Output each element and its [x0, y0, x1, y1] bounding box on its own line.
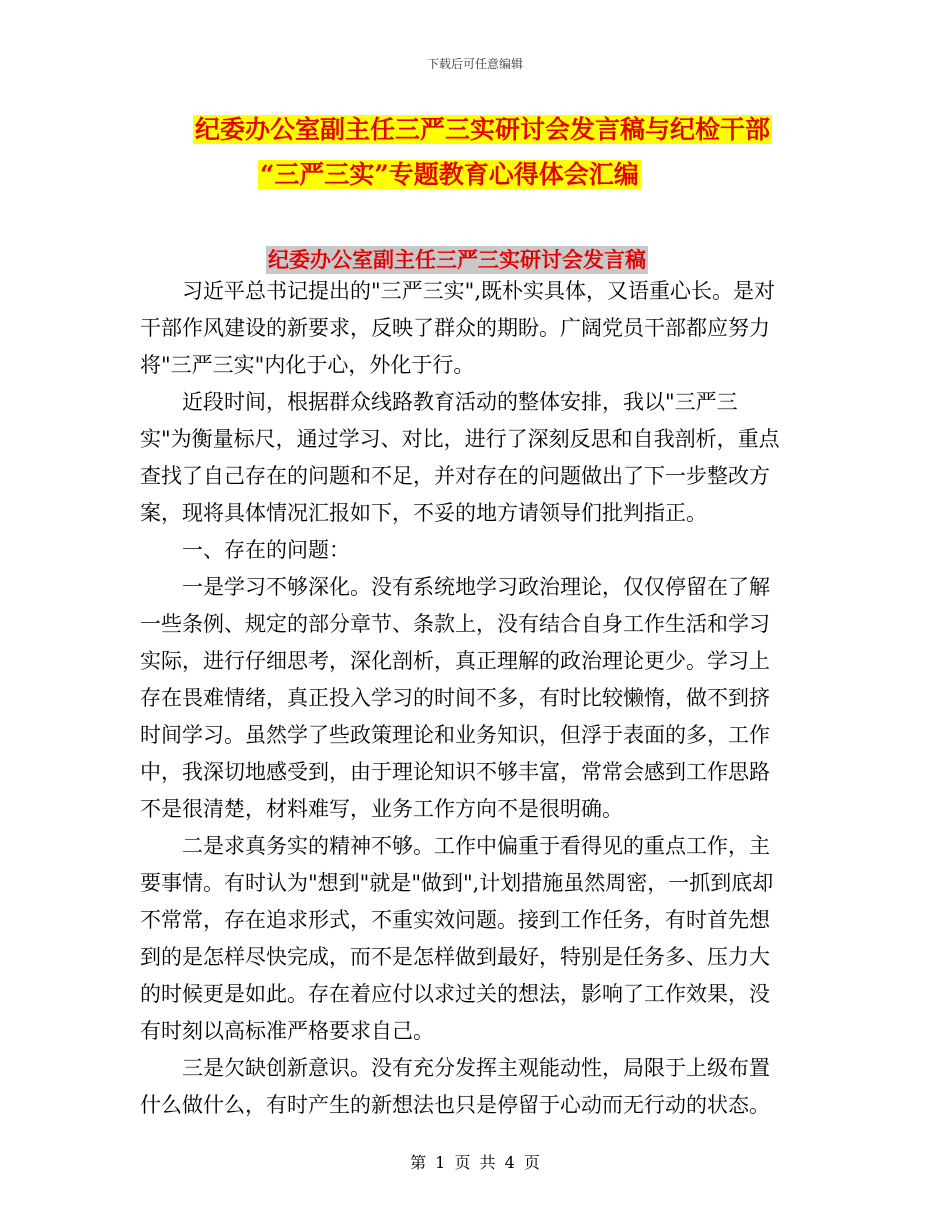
body-line: 存在畏难情绪，真正投入学习的时间不多，有时比较懒惰，做不到挤 — [140, 686, 770, 710]
body-line: 不是很清楚，材料难写，业务工作方向不是很明确。 — [140, 797, 623, 821]
body-line: 不常常，存在追求形式，不重实效问题。接到工作任务，有时首先想 — [140, 908, 770, 932]
body-line: 什么做什么，有时产生的新想法也只是停留于心动而无行动的状态。 — [140, 1093, 770, 1117]
body-line: 要事情。有时认为"想到"就是"做到",计划措施虽然周密，一抓到底却 — [140, 871, 774, 895]
document-title-line-1-text: 纪委办公室副主任三严三实研讨会发言稿与纪检干部 — [195, 115, 771, 144]
body-line: 一些条例、规定的部分章节、条款上，没有结合自身工作生活和学习 — [140, 612, 770, 636]
body-line: 三是欠缺创新意识。没有充分发挥主观能动性，局限于上级布置 — [140, 1056, 770, 1080]
body-line: 一是学习不够深化。没有系统地学习政治理论，仅仅停留在了解 — [140, 575, 770, 599]
page-footer: 第 1 页 共 4 页 — [410, 1153, 540, 1172]
body-line: 时间学习。虽然学了些政策理论和业务知识，但浮于表面的多，工作 — [140, 723, 770, 747]
page-header: 下载后可任意编辑 — [426, 57, 523, 71]
body-line: 实际，进行仔细思考，深化剖析，真正理解的政治理论更少。学习上 — [140, 649, 770, 673]
body-line: 习近平总书记提出的"三严三实",既朴实具体，又语重心长。是对 — [140, 279, 775, 303]
body-line: 案，现将具体情况汇报如下，不妥的地方请领导们批判指正。 — [140, 501, 707, 525]
body-line: 到的是怎样尽快完成，而不是怎样做到最好，特别是任务多、压力大 — [140, 945, 770, 969]
body-line: 将"三严三实"内化于心，外化于行。 — [140, 353, 475, 377]
body-line: 中，我深切地感受到，由于理论知识不够丰富，常常会感到工作思路 — [140, 760, 770, 784]
body-line: 干部作风建设的新要求，反映了群众的期盼。广阔党员干部都应努力 — [140, 316, 770, 340]
body-line: 的时候更是如此。存在着应付以求过关的想法，影响了工作效果，没 — [140, 982, 770, 1006]
document-title-line-2 — [258, 158, 641, 192]
body-line: 近段时间，根据群众线路教育活动的整体安排，我以"三严三 — [140, 390, 738, 414]
document-title-line-2-text: “三严三实”专题教育心得体会汇编 — [260, 160, 639, 189]
body-line: 实"为衡量标尺，通过学习、对比，进行了深刻反思和自我剖析，重点 — [140, 427, 780, 451]
section-title: 纪委办公室副主任三严三实研讨会发言稿 — [268, 247, 646, 272]
document-title-line-1 — [193, 113, 772, 147]
body-line: 二是求真务实的精神不够。工作中偏重于看得见的重点工作，主 — [140, 834, 770, 858]
document-body — [140, 273, 800, 1124]
body-line: 有时刻以高标准严格要求自己。 — [140, 1019, 434, 1043]
body-line: 一、存在的问题： — [140, 538, 350, 562]
body-line: 查找了自己存在的问题和不足，并对存在的问题做出了下一步整改方 — [140, 464, 770, 488]
